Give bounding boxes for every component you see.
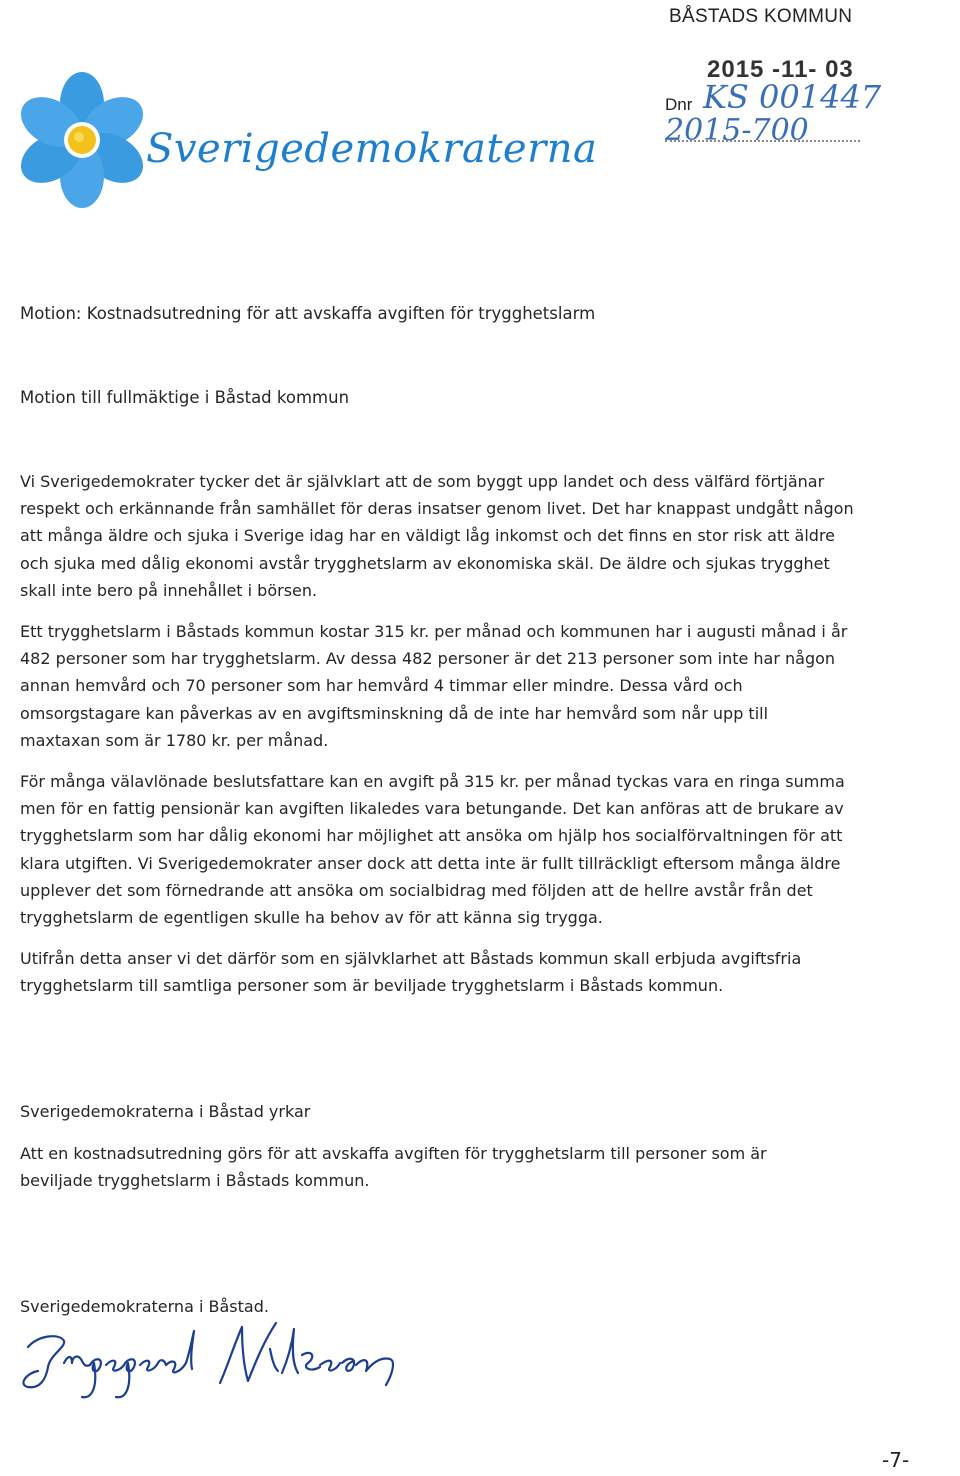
stamp-date: 2015 -11- 03 [707,56,854,83]
motion-title: Motion: Kostnadsutredning för att avskaffa avgiften för trygghetslarm [20,304,596,323]
motion-paragraph-4 [20,945,825,999]
motion-subtitle: Motion till fullmäktige i Båstad kommun [20,388,350,407]
logo-wordmark: Sverigedemokraterna [146,126,598,172]
motion-paragraph-1 [20,468,855,604]
stamp-dnr-label: Dnr [665,95,693,114]
paragraph-text: Utifrån detta anser vi det därför som en självklarhet att Båstads kommun skall erbjuda avgiftsfria trygghetslarm till samtliga personer som är beviljade trygghetslarm i Båstads kommun. [20,949,802,996]
stamp-dnr-year: 2015-700 [665,113,809,148]
paragraph-text: Ett trygghetslarm i Båstads kommun kostar 315 kr. per månad och kommunen har i augusti månad i år 482 personer som har trygghetslarm. Av dessa 482 personer är det 213 personer som inte har någon annan hemvård och 70 personer som har hemvård 4 timmar eller mindre. Dessa vård och omsorgstagare kan påverkas av en avgiftsminskning då de inte har hemvård som når upp till maxtaxan som är 1780 kr. per månad. [20,622,848,750]
party-logo [18,72,598,212]
closing-line: Sverigedemokraterna i Båstad. [20,1297,269,1316]
motion-paragraph-2 [20,618,850,754]
stamp-dotted-line [665,140,860,142]
paragraph-text: Vi Sverigedemokrater tycker det är självklart att de som byggt upp landet och dess välfärd förtjänar respekt och erkännande från samhället för deras insatser genom livet. Det har knappast undgått någon att många äldre och sjuka i Sverige idag har en väldigt låg inkomst och det finns en stor risk att äldre och sjuka med dålig ekonomi avstår trygghetslarm av ekonomiska skäl. De äldre och sjukas trygghet skall inte bero på innehållet i börsen. [20,472,854,600]
handwritten-signature [20,1315,400,1405]
page-number: -7- [882,1448,910,1472]
demand-text: Att en kostnadsutredning görs för att avskaffa avgiften för trygghetslarm till personer som är beviljade trygghetslarm i Båstads kommun. [20,1144,767,1191]
motion-paragraph-3 [20,768,860,931]
signature-drawing [20,1315,400,1405]
registry-stamp [655,0,960,160]
stamp-dnr-number: KS 001447 [703,78,882,116]
demand-heading: Sverigedemokraterna i Båstad yrkar [20,1102,311,1121]
stamp-municipality: BÅSTADS KOMMUN [669,6,853,27]
paragraph-text: För många välavlönade beslutsfattare kan en avgift på 315 kr. per månad tyckas vara en ringa summa men för en fattig pensionär kan avgiften likaledes vara betungande. Det kan anföras att de brukare av trygghetslarm som har dålig ekonomi har möjlighet att ansöka om hjälp hos socialförvaltningen för att klara utgiften. Vi Sverigedemokrater anser dock att detta inte är fullt tillräckligt eftersom många äldre upplever det som förnedrande att ansöka om socialbidrag med följden att de hellre avstår från det trygghetslarm de egentligen skulle ha behov av för att känna sig trygga. [20,772,845,928]
